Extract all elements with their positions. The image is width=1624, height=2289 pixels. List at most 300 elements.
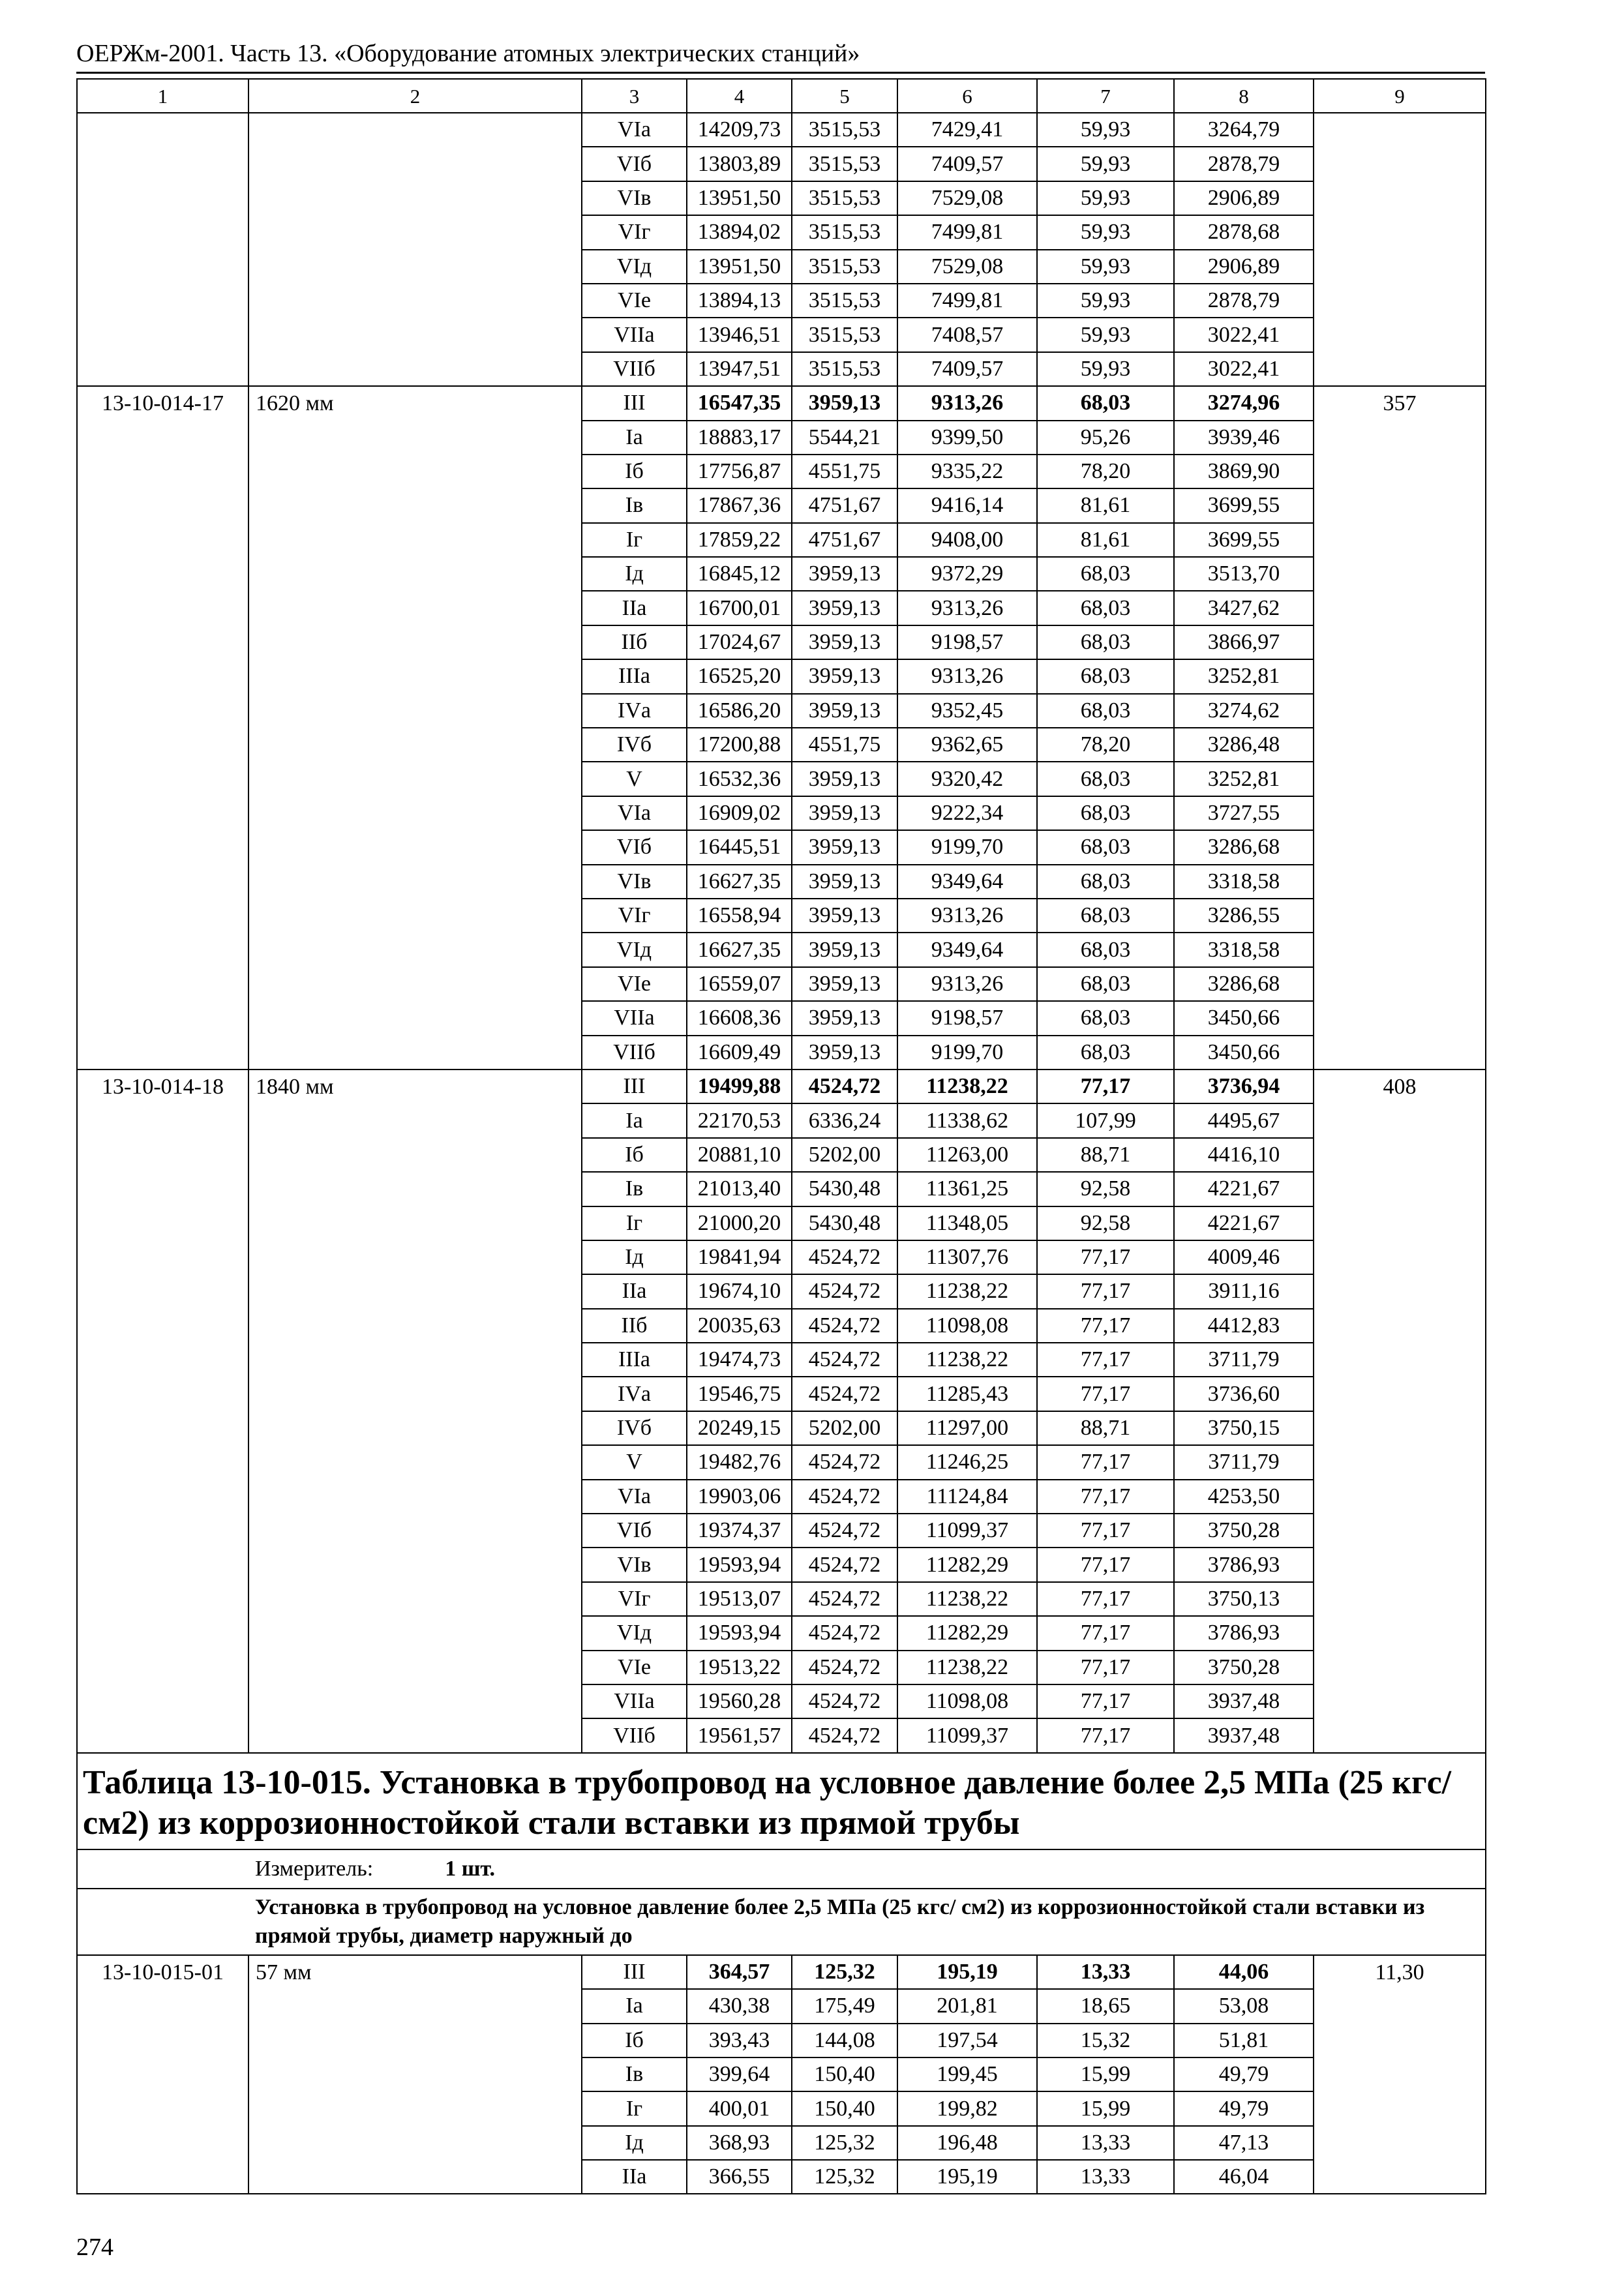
- value-cell: 4524,72: [792, 1616, 897, 1650]
- zone-cell: IIIа: [582, 1343, 687, 1377]
- value-cell: 17756,87: [687, 455, 792, 488]
- value-cell: 5202,00: [792, 1411, 897, 1445]
- value-cell: 19546,75: [687, 1377, 792, 1411]
- value-cell: 15,99: [1037, 2091, 1174, 2125]
- zone-cell: Iб: [582, 1138, 687, 1172]
- value-cell: 4221,67: [1174, 1206, 1314, 1240]
- value-cell: 175,49: [792, 1989, 897, 2023]
- value-cell: 2878,79: [1174, 147, 1314, 181]
- value-cell: 4009,46: [1174, 1240, 1314, 1274]
- value-cell: 3252,81: [1174, 762, 1314, 796]
- value-cell: 21013,40: [687, 1172, 792, 1206]
- value-cell: 125,32: [792, 2160, 897, 2194]
- value-cell: 3274,62: [1174, 694, 1314, 728]
- value-cell: 4524,72: [792, 1582, 897, 1616]
- value-cell: 9372,29: [897, 557, 1037, 591]
- value-cell: 9399,50: [897, 421, 1037, 455]
- zone-cell: Iг: [582, 1206, 687, 1240]
- value-cell: 9362,65: [897, 728, 1037, 762]
- zone-cell: IVб: [582, 728, 687, 762]
- value-cell: 3286,68: [1174, 830, 1314, 864]
- value-cell: 199,82: [897, 2091, 1037, 2125]
- value-cell: 3515,53: [792, 215, 897, 249]
- value-cell: 4751,67: [792, 488, 897, 522]
- value-cell: 13,33: [1037, 1955, 1174, 1989]
- value-cell: 19561,57: [687, 1718, 792, 1752]
- value-cell: 16559,07: [687, 967, 792, 1001]
- description-text: Установка в трубопровод на условное давление более 2,5 МПа (25 кгс/ см2) из коррозионностойкой стали вставки из прямой трубы, диаметр наружный до: [248, 1889, 1486, 1955]
- value-cell: 3959,13: [792, 899, 897, 933]
- value-cell: 9313,26: [897, 591, 1037, 625]
- zone-cell: Iа: [582, 1103, 687, 1137]
- value-cell: 77,17: [1037, 1274, 1174, 1308]
- value-cell: 150,40: [792, 2091, 897, 2125]
- value-cell: 195,19: [897, 2160, 1037, 2194]
- zone-cell: VIг: [582, 215, 687, 249]
- value-cell: 7409,57: [897, 352, 1037, 386]
- value-cell: 19474,73: [687, 1343, 792, 1377]
- value-cell: 53,08: [1174, 1989, 1314, 2023]
- value-cell: 13951,50: [687, 181, 792, 215]
- value-cell: 68,03: [1037, 659, 1174, 693]
- zone-cell: VIд: [582, 1616, 687, 1650]
- value-cell: 16445,51: [687, 830, 792, 864]
- value-cell: 11338,62: [897, 1103, 1037, 1137]
- value-cell: 15,32: [1037, 2024, 1174, 2057]
- value-cell: 9408,00: [897, 523, 1037, 557]
- value-cell: 3959,13: [792, 796, 897, 830]
- value-cell: 18,65: [1037, 1989, 1174, 2023]
- value-cell: 4524,72: [792, 1240, 897, 1274]
- value-cell: 11361,25: [897, 1172, 1037, 1206]
- value-cell: 4524,72: [792, 1309, 897, 1343]
- value-cell: 4524,72: [792, 1445, 897, 1479]
- value-cell: 125,32: [792, 2126, 897, 2160]
- value-cell: 195,19: [897, 1955, 1037, 1989]
- value-cell: 11238,22: [897, 1651, 1037, 1684]
- value-cell: 17024,67: [687, 625, 792, 659]
- value-cell: 59,93: [1037, 215, 1174, 249]
- value-cell: 68,03: [1037, 933, 1174, 966]
- name-cell: [248, 113, 582, 386]
- value-cell: 19593,94: [687, 1616, 792, 1650]
- norm-cell: 357: [1314, 386, 1486, 1070]
- value-cell: 11238,22: [897, 1343, 1037, 1377]
- table-row: [77, 1955, 1486, 1989]
- value-cell: 92,58: [1037, 1206, 1174, 1240]
- value-cell: 7429,41: [897, 113, 1037, 147]
- value-cell: 4524,72: [792, 1480, 897, 1514]
- value-cell: 16700,01: [687, 591, 792, 625]
- value-cell: 44,06: [1174, 1955, 1314, 1989]
- value-cell: 199,45: [897, 2057, 1037, 2091]
- zone-cell: Iв: [582, 1172, 687, 1206]
- value-cell: 3939,46: [1174, 421, 1314, 455]
- unit-cell: [248, 1849, 1486, 1889]
- value-cell: 21000,20: [687, 1206, 792, 1240]
- value-cell: 3959,13: [792, 830, 897, 864]
- value-cell: 68,03: [1037, 830, 1174, 864]
- zone-cell: Iд: [582, 557, 687, 591]
- value-cell: 3750,28: [1174, 1514, 1314, 1548]
- value-cell: 68,03: [1037, 694, 1174, 728]
- value-cell: 4551,75: [792, 455, 897, 488]
- value-cell: 3937,48: [1174, 1684, 1314, 1718]
- value-cell: 68,03: [1037, 796, 1174, 830]
- value-cell: 107,99: [1037, 1103, 1174, 1137]
- value-cell: 4412,83: [1174, 1309, 1314, 1343]
- zone-cell: VIб: [582, 147, 687, 181]
- value-cell: 77,17: [1037, 1684, 1174, 1718]
- zone-cell: VIе: [582, 284, 687, 318]
- value-cell: 9222,34: [897, 796, 1037, 830]
- value-cell: 68,03: [1037, 557, 1174, 591]
- value-cell: 68,03: [1037, 386, 1174, 420]
- page-number: 274: [76, 2234, 113, 2261]
- value-cell: 19560,28: [687, 1684, 792, 1718]
- value-cell: 13894,13: [687, 284, 792, 318]
- value-cell: 17859,22: [687, 523, 792, 557]
- description-row: [77, 1889, 1486, 1955]
- value-cell: 59,93: [1037, 318, 1174, 352]
- value-cell: 9320,42: [897, 762, 1037, 796]
- zone-cell: VIIб: [582, 352, 687, 386]
- value-cell: 49,79: [1174, 2091, 1314, 2125]
- value-cell: 3959,13: [792, 557, 897, 591]
- value-cell: 13894,02: [687, 215, 792, 249]
- value-cell: 3450,66: [1174, 1001, 1314, 1035]
- value-cell: 59,93: [1037, 181, 1174, 215]
- value-cell: 3022,41: [1174, 352, 1314, 386]
- zone-cell: Iг: [582, 523, 687, 557]
- value-cell: 95,26: [1037, 421, 1174, 455]
- value-cell: 5430,48: [792, 1172, 897, 1206]
- value-cell: 3736,60: [1174, 1377, 1314, 1411]
- zone-cell: IIа: [582, 1274, 687, 1308]
- zone-cell: Iа: [582, 421, 687, 455]
- value-cell: 92,58: [1037, 1172, 1174, 1206]
- value-cell: 11297,00: [897, 1411, 1037, 1445]
- value-cell: 17200,88: [687, 728, 792, 762]
- value-cell: 11099,37: [897, 1514, 1037, 1548]
- value-cell: 77,17: [1037, 1651, 1174, 1684]
- value-cell: 3286,55: [1174, 899, 1314, 933]
- value-cell: 47,13: [1174, 2126, 1314, 2160]
- zone-cell: VIд: [582, 250, 687, 284]
- value-cell: 9313,26: [897, 386, 1037, 420]
- value-cell: 16586,20: [687, 694, 792, 728]
- zone-cell: IIIа: [582, 659, 687, 693]
- value-cell: 9199,70: [897, 1036, 1037, 1070]
- value-cell: 4495,67: [1174, 1103, 1314, 1137]
- table-body: [77, 79, 1486, 2194]
- value-cell: 3750,13: [1174, 1582, 1314, 1616]
- value-cell: 3515,53: [792, 113, 897, 147]
- zone-cell: III: [582, 386, 687, 420]
- value-cell: 9198,57: [897, 625, 1037, 659]
- code-cell: 13-10-014-17: [77, 386, 248, 1070]
- zone-cell: VIа: [582, 113, 687, 147]
- section-title-row: [77, 1753, 1486, 1849]
- value-cell: 5544,21: [792, 421, 897, 455]
- section-title: Таблица 13-10-015. Установка в трубопровод на условное давление более 2,5 МПа (25 кгс/ см2) из коррозионностойкой стали вставки из прямой трубы: [77, 1753, 1486, 1849]
- value-cell: 19903,06: [687, 1480, 792, 1514]
- value-cell: 3711,79: [1174, 1445, 1314, 1479]
- value-cell: 16547,35: [687, 386, 792, 420]
- value-cell: 88,71: [1037, 1411, 1174, 1445]
- value-cell: 9416,14: [897, 488, 1037, 522]
- value-cell: 2906,89: [1174, 250, 1314, 284]
- column-number: 1: [77, 79, 248, 113]
- value-cell: 11098,08: [897, 1684, 1037, 1718]
- value-cell: 4524,72: [792, 1514, 897, 1548]
- value-cell: 11099,37: [897, 1718, 1037, 1752]
- code-cell: 13-10-014-18: [77, 1070, 248, 1753]
- value-cell: 20249,15: [687, 1411, 792, 1445]
- value-cell: 7529,08: [897, 181, 1037, 215]
- value-cell: 3450,66: [1174, 1036, 1314, 1070]
- value-cell: 81,61: [1037, 488, 1174, 522]
- value-cell: 77,17: [1037, 1480, 1174, 1514]
- zone-cell: IIб: [582, 625, 687, 659]
- value-cell: 3699,55: [1174, 488, 1314, 522]
- value-cell: 68,03: [1037, 899, 1174, 933]
- value-cell: 3727,55: [1174, 796, 1314, 830]
- value-cell: 430,38: [687, 1989, 792, 2023]
- value-cell: 11282,29: [897, 1548, 1037, 1581]
- value-cell: 3513,70: [1174, 557, 1314, 591]
- zone-cell: IIа: [582, 2160, 687, 2194]
- value-cell: 196,48: [897, 2126, 1037, 2160]
- value-cell: 4524,72: [792, 1274, 897, 1308]
- table-row: [77, 1070, 1486, 1103]
- value-cell: 3515,53: [792, 181, 897, 215]
- value-cell: 3959,13: [792, 591, 897, 625]
- value-cell: 46,04: [1174, 2160, 1314, 2194]
- value-cell: 4551,75: [792, 728, 897, 762]
- norm-cell: 11,30: [1314, 1955, 1486, 2194]
- value-cell: 3515,53: [792, 352, 897, 386]
- norm-cell: 408: [1314, 1070, 1486, 1753]
- value-cell: 3515,53: [792, 318, 897, 352]
- zone-cell: VIд: [582, 933, 687, 966]
- value-cell: 3318,58: [1174, 865, 1314, 899]
- column-number: 6: [897, 79, 1037, 113]
- value-cell: 3711,79: [1174, 1343, 1314, 1377]
- value-cell: 144,08: [792, 2024, 897, 2057]
- value-cell: 19674,10: [687, 1274, 792, 1308]
- value-cell: 9313,26: [897, 659, 1037, 693]
- value-cell: 77,17: [1037, 1616, 1174, 1650]
- description-empty: [77, 1889, 248, 1955]
- zone-cell: VIе: [582, 967, 687, 1001]
- zone-cell: VIа: [582, 1480, 687, 1514]
- value-cell: 16845,12: [687, 557, 792, 591]
- value-cell: 11307,76: [897, 1240, 1037, 1274]
- value-cell: 3911,16: [1174, 1274, 1314, 1308]
- value-cell: 17867,36: [687, 488, 792, 522]
- zone-cell: V: [582, 762, 687, 796]
- value-cell: 49,79: [1174, 2057, 1314, 2091]
- value-cell: 364,57: [687, 1955, 792, 1989]
- value-cell: 3699,55: [1174, 523, 1314, 557]
- value-cell: 9349,64: [897, 865, 1037, 899]
- value-cell: 68,03: [1037, 625, 1174, 659]
- value-cell: 3959,13: [792, 694, 897, 728]
- value-cell: 4524,72: [792, 1684, 897, 1718]
- value-cell: 16609,49: [687, 1036, 792, 1070]
- value-cell: 15,99: [1037, 2057, 1174, 2091]
- zone-cell: VIб: [582, 1514, 687, 1548]
- value-cell: 3959,13: [792, 386, 897, 420]
- value-cell: 3286,48: [1174, 728, 1314, 762]
- norm-cell: [1314, 113, 1486, 386]
- value-cell: 11348,05: [897, 1206, 1037, 1240]
- value-cell: 4221,67: [1174, 1172, 1314, 1206]
- zone-cell: Iв: [582, 2057, 687, 2091]
- value-cell: 19482,76: [687, 1445, 792, 1479]
- value-cell: 11238,22: [897, 1274, 1037, 1308]
- zone-cell: III: [582, 1070, 687, 1103]
- value-cell: 3750,15: [1174, 1411, 1314, 1445]
- value-cell: 77,17: [1037, 1343, 1174, 1377]
- value-cell: 77,17: [1037, 1445, 1174, 1479]
- value-cell: 16627,35: [687, 933, 792, 966]
- value-cell: 77,17: [1037, 1514, 1174, 1548]
- code-cell: 13-10-015-01: [77, 1955, 248, 2194]
- zone-cell: Iб: [582, 2024, 687, 2057]
- value-cell: 3750,28: [1174, 1651, 1314, 1684]
- value-cell: 11263,00: [897, 1138, 1037, 1172]
- value-cell: 19513,22: [687, 1651, 792, 1684]
- value-cell: 4524,72: [792, 1377, 897, 1411]
- value-cell: 59,93: [1037, 113, 1174, 147]
- value-cell: 399,64: [687, 2057, 792, 2091]
- value-cell: 51,81: [1174, 2024, 1314, 2057]
- value-cell: 150,40: [792, 2057, 897, 2091]
- column-number: 7: [1037, 79, 1174, 113]
- value-cell: 11238,22: [897, 1582, 1037, 1616]
- value-cell: 11282,29: [897, 1616, 1037, 1650]
- value-cell: 13,33: [1037, 2126, 1174, 2160]
- value-cell: 3959,13: [792, 762, 897, 796]
- value-cell: 3937,48: [1174, 1718, 1314, 1752]
- zone-cell: VIб: [582, 830, 687, 864]
- value-cell: 7529,08: [897, 250, 1037, 284]
- value-cell: 19513,07: [687, 1582, 792, 1616]
- unit-row: [77, 1849, 1486, 1889]
- value-cell: 20881,10: [687, 1138, 792, 1172]
- value-cell: 68,03: [1037, 1001, 1174, 1035]
- value-cell: 3959,13: [792, 1001, 897, 1035]
- code-cell: [77, 113, 248, 386]
- value-cell: 9352,45: [897, 694, 1037, 728]
- value-cell: 3959,13: [792, 865, 897, 899]
- value-cell: 3786,93: [1174, 1548, 1314, 1581]
- value-cell: 3959,13: [792, 625, 897, 659]
- value-cell: 68,03: [1037, 865, 1174, 899]
- value-cell: 20035,63: [687, 1309, 792, 1343]
- value-cell: 197,54: [897, 2024, 1037, 2057]
- value-cell: 9198,57: [897, 1001, 1037, 1035]
- value-cell: 3869,90: [1174, 455, 1314, 488]
- value-cell: 77,17: [1037, 1582, 1174, 1616]
- unit-label: Измеритель:: [255, 1856, 374, 1881]
- value-cell: 19374,37: [687, 1514, 792, 1548]
- value-cell: 9335,22: [897, 455, 1037, 488]
- value-cell: 9313,26: [897, 967, 1037, 1001]
- value-cell: 3252,81: [1174, 659, 1314, 693]
- value-cell: 2878,68: [1174, 215, 1314, 249]
- value-cell: 11246,25: [897, 1445, 1037, 1479]
- value-cell: 13803,89: [687, 147, 792, 181]
- zone-cell: VIе: [582, 1651, 687, 1684]
- value-cell: 3515,53: [792, 147, 897, 181]
- value-cell: 9313,26: [897, 899, 1037, 933]
- value-cell: 5430,48: [792, 1206, 897, 1240]
- value-cell: 9349,64: [897, 933, 1037, 966]
- value-cell: 19593,94: [687, 1548, 792, 1581]
- value-cell: 366,55: [687, 2160, 792, 2194]
- value-cell: 22170,53: [687, 1103, 792, 1137]
- value-cell: 3515,53: [792, 250, 897, 284]
- column-number: 2: [248, 79, 582, 113]
- value-cell: 400,01: [687, 2091, 792, 2125]
- name-cell: 57 мм: [248, 1955, 582, 2194]
- value-cell: 68,03: [1037, 967, 1174, 1001]
- value-cell: 16608,36: [687, 1001, 792, 1035]
- value-cell: 59,93: [1037, 352, 1174, 386]
- zone-cell: Iд: [582, 1240, 687, 1274]
- value-cell: 77,17: [1037, 1377, 1174, 1411]
- value-cell: 11285,43: [897, 1377, 1037, 1411]
- value-cell: 3959,13: [792, 967, 897, 1001]
- zone-cell: VIг: [582, 1582, 687, 1616]
- value-cell: 4416,10: [1174, 1138, 1314, 1172]
- zone-cell: Iг: [582, 2091, 687, 2125]
- zone-cell: VIа: [582, 796, 687, 830]
- zone-cell: VIв: [582, 1548, 687, 1581]
- value-cell: 4524,72: [792, 1070, 897, 1103]
- table-row: [77, 113, 1486, 147]
- column-number: 5: [792, 79, 897, 113]
- value-cell: 81,61: [1037, 523, 1174, 557]
- value-cell: 77,17: [1037, 1070, 1174, 1103]
- value-cell: 7499,81: [897, 215, 1037, 249]
- value-cell: 19841,94: [687, 1240, 792, 1274]
- value-cell: 3786,93: [1174, 1616, 1314, 1650]
- name-cell: 1620 мм: [248, 386, 582, 1070]
- zone-cell: VIIа: [582, 318, 687, 352]
- value-cell: 125,32: [792, 1955, 897, 1989]
- value-cell: 9199,70: [897, 830, 1037, 864]
- zone-cell: VIIа: [582, 1684, 687, 1718]
- value-cell: 6336,24: [792, 1103, 897, 1137]
- value-cell: 77,17: [1037, 1718, 1174, 1752]
- zone-cell: IVб: [582, 1411, 687, 1445]
- value-cell: 59,93: [1037, 284, 1174, 318]
- value-cell: 59,93: [1037, 147, 1174, 181]
- value-cell: 4524,72: [792, 1343, 897, 1377]
- zone-cell: Iв: [582, 488, 687, 522]
- value-cell: 78,20: [1037, 728, 1174, 762]
- value-cell: 13951,50: [687, 250, 792, 284]
- value-cell: 11098,08: [897, 1309, 1037, 1343]
- name-cell: 1840 мм: [248, 1070, 582, 1753]
- value-cell: 13947,51: [687, 352, 792, 386]
- value-cell: 3959,13: [792, 1036, 897, 1070]
- value-cell: 7499,81: [897, 284, 1037, 318]
